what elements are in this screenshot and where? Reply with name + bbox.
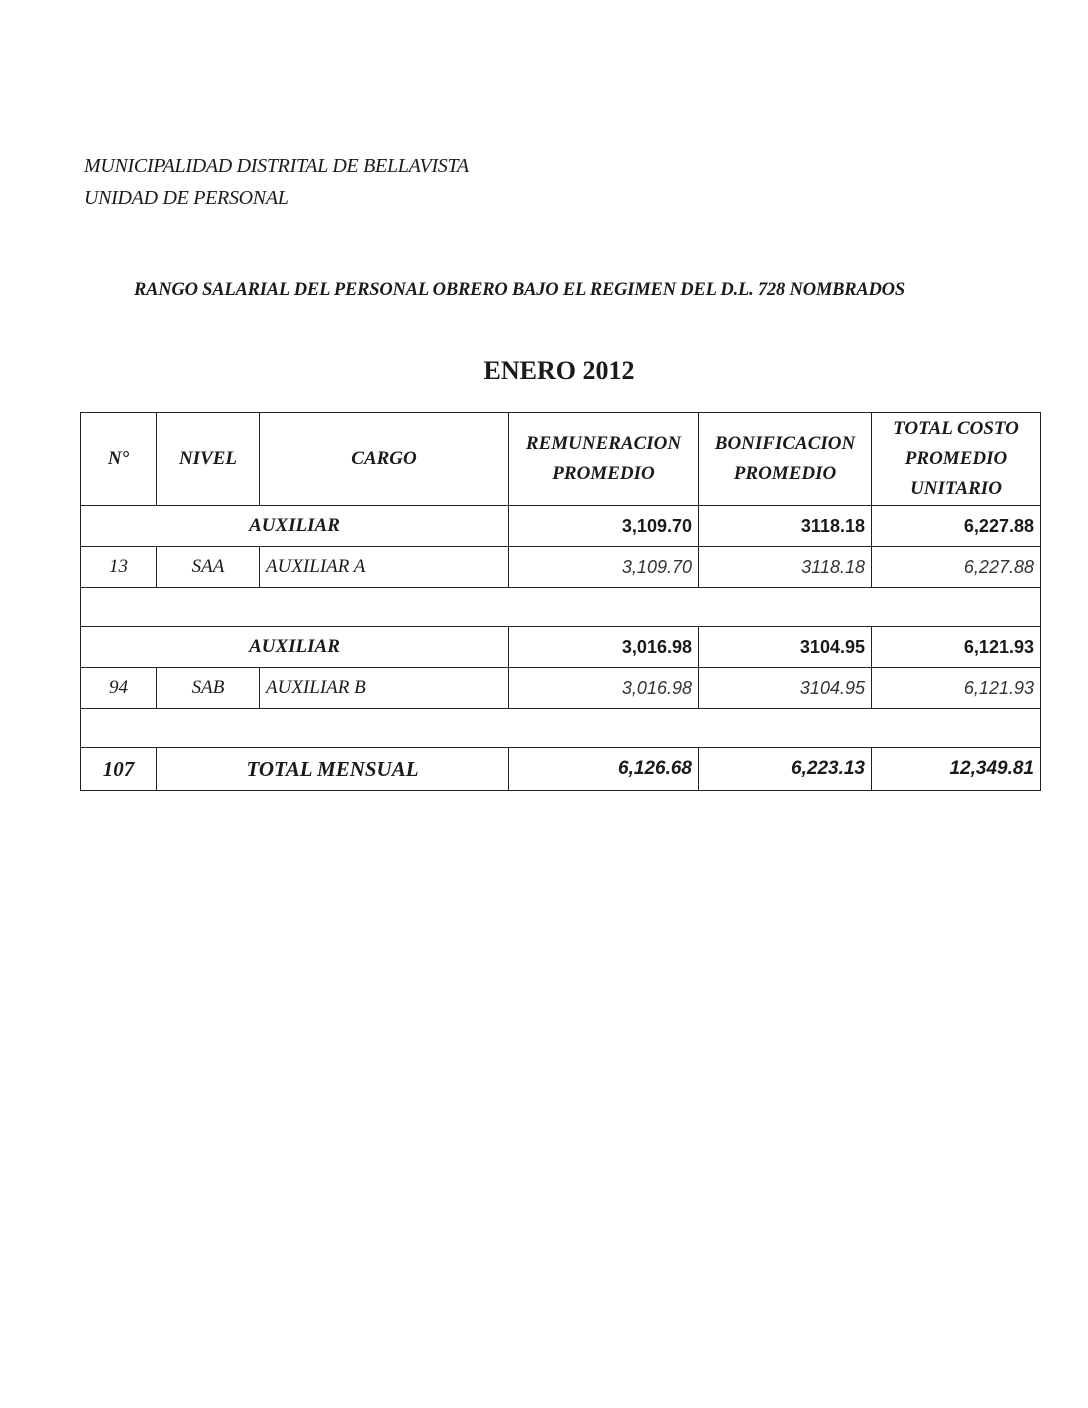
spacer-row <box>81 709 1041 748</box>
col-header-remuneracion <box>509 413 699 506</box>
group-bonificacion: 3104.95 <box>699 627 872 668</box>
col-header-bonificacion <box>699 413 872 506</box>
total-label: TOTAL MENSUAL <box>157 748 509 791</box>
row-total: 6,121.93 <box>872 668 1041 709</box>
period-heading: ENERO 2012 <box>483 356 635 385</box>
row-total: 6,227.88 <box>872 547 1041 588</box>
row-remuneracion: 3,016.98 <box>509 668 699 709</box>
group-total: 6,121.93 <box>872 627 1041 668</box>
total-bonificacion: 6,223.13 <box>699 748 872 791</box>
group-bonificacion: 3118.18 <box>699 506 872 547</box>
col-header-bonificacion-line2: PROMEDIO <box>733 463 837 484</box>
group-total: 6,227.88 <box>872 506 1041 547</box>
row-remuneracion: 3,109.70 <box>509 547 699 588</box>
table-header-row <box>81 413 1041 506</box>
organization-name: MUNICIPALIDAD DISTRITAL DE BELLAVISTA <box>84 155 469 177</box>
col-header-cargo: CARGO <box>260 413 509 506</box>
col-header-total-line3: UNITARIO <box>910 478 1002 499</box>
document-header <box>84 150 469 214</box>
row-nivel: SAA <box>157 547 260 588</box>
group-label: AUXILIAR <box>81 627 509 668</box>
spacer-row <box>81 588 1041 627</box>
total-total: 12,349.81 <box>872 748 1041 791</box>
row-bonificacion: 3104.95 <box>699 668 872 709</box>
col-header-bonificacion-line1: BONIFICACION <box>714 433 856 454</box>
row-num: 13 <box>81 547 157 588</box>
row-num: 94 <box>81 668 157 709</box>
unit-name: UNIDAD DE PERSONAL <box>84 187 289 209</box>
row-nivel: SAB <box>157 668 260 709</box>
group-remuneracion: 3,109.70 <box>509 506 699 547</box>
col-header-remuneracion-line1: REMUNERACION <box>525 433 682 454</box>
total-num: 107 <box>81 748 157 791</box>
group-summary-row <box>81 506 1041 547</box>
row-bonificacion: 3118.18 <box>699 547 872 588</box>
group-summary-row <box>81 627 1041 668</box>
row-cargo: AUXILIAR A <box>260 547 509 588</box>
row-cargo: AUXILIAR B <box>260 668 509 709</box>
col-header-total-line2: PROMEDIO <box>904 448 1008 469</box>
col-header-total <box>872 413 1041 506</box>
total-remuneracion: 6,126.68 <box>509 748 699 791</box>
col-header-remuneracion-line2: PROMEDIO <box>552 463 655 484</box>
col-header-total-line1: TOTAL COSTO <box>893 418 1019 439</box>
group-label: AUXILIAR <box>81 506 509 547</box>
table-row <box>81 547 1041 588</box>
table-row <box>81 668 1041 709</box>
total-row <box>81 748 1041 791</box>
col-header-nivel: NIVEL <box>157 413 260 506</box>
document-title: RANGO SALARIAL DEL PERSONAL OBRERO BAJO EL REGIMEN DEL D.L. 728 NOMBRADOS <box>134 280 905 300</box>
col-header-num: N° <box>81 413 157 506</box>
salary-table <box>80 412 1041 791</box>
group-remuneracion: 3,016.98 <box>509 627 699 668</box>
